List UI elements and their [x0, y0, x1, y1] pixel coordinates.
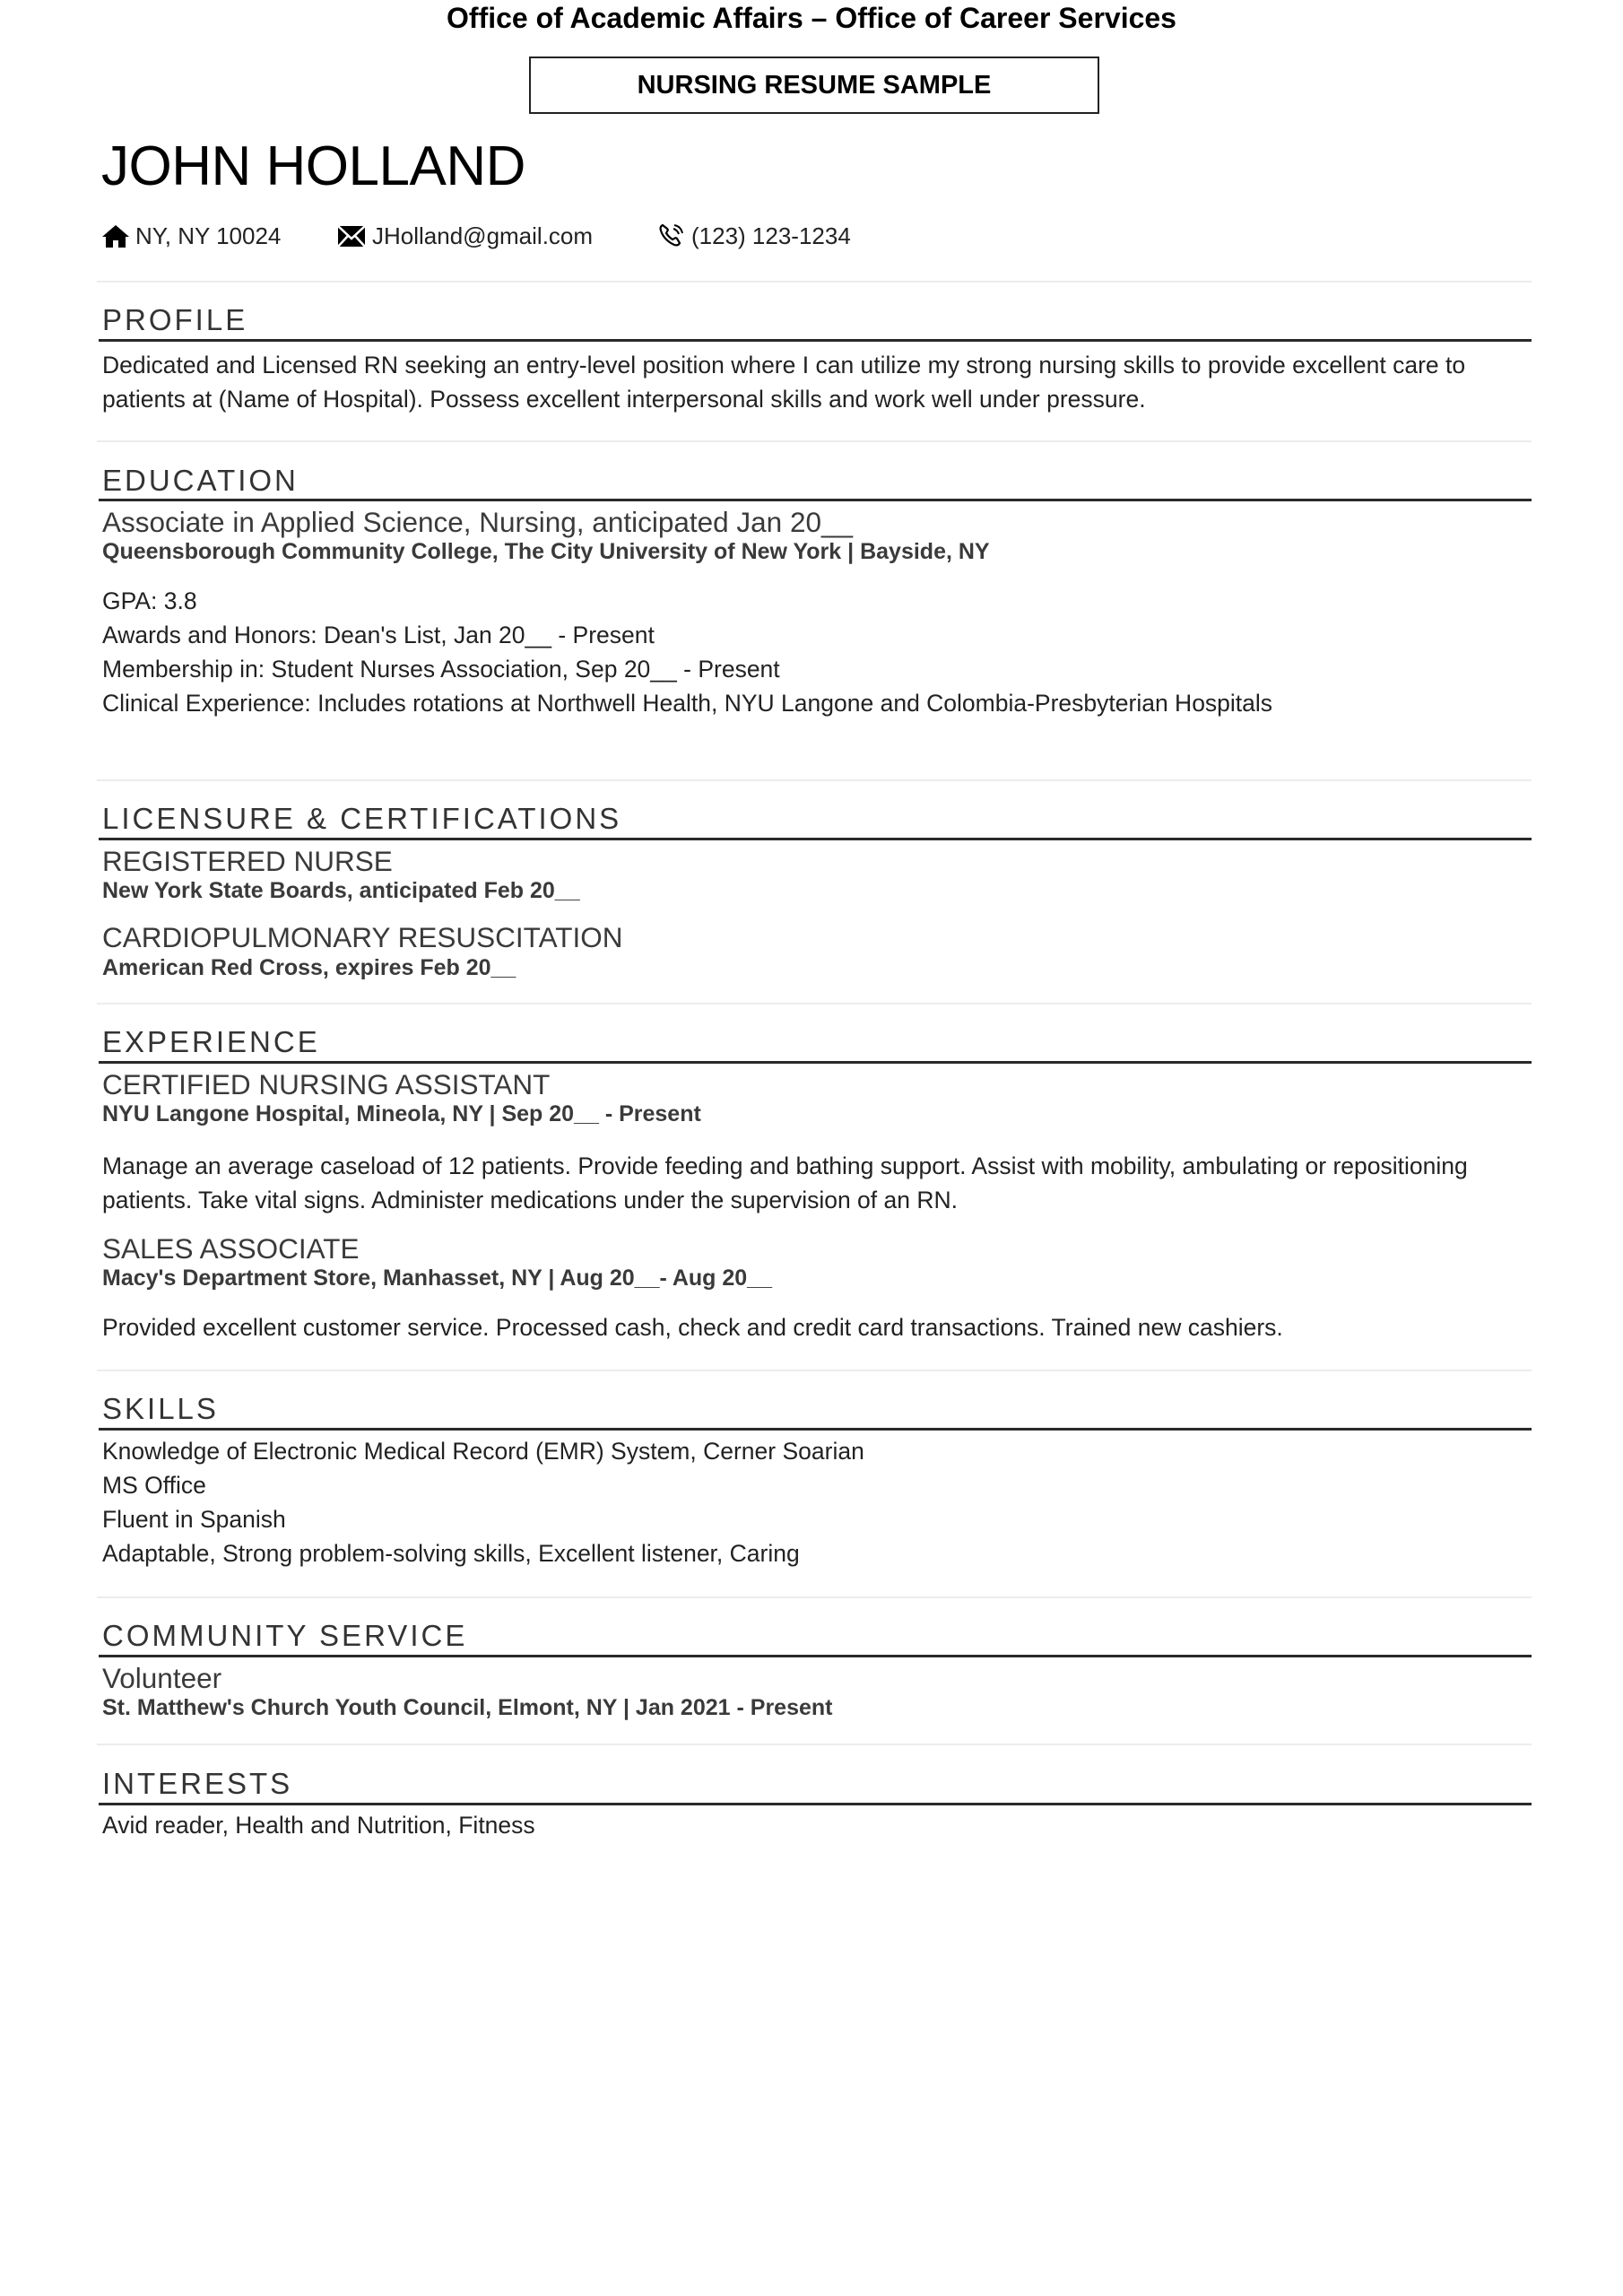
- education-detail-membership: Membership in: Student Nurses Association, Sep 20__ - Present: [102, 656, 780, 683]
- divider: [97, 779, 1532, 781]
- skill-item: Adaptable, Strong problem-solving skills, Excellent listener, Caring: [102, 1540, 800, 1567]
- license-detail: New York State Boards, anticipated Feb 20__: [102, 878, 580, 903]
- sample-label: NURSING RESUME SAMPLE: [637, 70, 992, 100]
- section-title-skills: SKILLS: [102, 1392, 219, 1425]
- education-degree: Associate in Applied Science, Nursing, anticipated Jan 20__: [102, 506, 854, 538]
- divider: [97, 281, 1532, 283]
- job-description: Provided excellent customer service. Processed cash, check and credit card transactions. Trained new cashiers.: [102, 1314, 1283, 1341]
- section-title-profile: PROFILE: [102, 303, 248, 336]
- section-rule: [99, 1061, 1532, 1064]
- location-text: NY, NY 10024: [135, 222, 282, 249]
- divider: [97, 1744, 1532, 1745]
- job-role: CERTIFIED NURSING ASSISTANT: [102, 1068, 551, 1100]
- section-rule: [99, 1655, 1532, 1657]
- education-detail-clinical: Clinical Experience: Includes rotations at Northwell Health, NYU Langone and Colombia-Presbyterian Hospitals: [102, 690, 1273, 717]
- contact-location: [101, 218, 281, 254]
- section-rule: [99, 1428, 1532, 1431]
- job-description: Manage an average caseload of 12 patients. Provide feeding and bathing support. Assist with mobility, ambulating or repositioning patients. Take vital signs. Administer medications under the supervision of an RN.: [102, 1152, 1468, 1213]
- section-rule: [99, 1803, 1532, 1805]
- section-title-interests: INTERESTS: [102, 1767, 293, 1800]
- license-detail: American Red Cross, expires Feb 20__: [102, 955, 516, 980]
- candidate-name: JOHN HOLLAND: [101, 135, 525, 197]
- license-name: CARDIOPULMONARY RESUSCITATION: [102, 921, 623, 953]
- home-icon: [101, 223, 130, 248]
- community-org: St. Matthew's Church Youth Council, Elmont, NY | Jan 2021 - Present: [102, 1695, 833, 1720]
- education-detail-gpa: GPA: 3.8: [102, 587, 197, 614]
- community-role: Volunteer: [102, 1662, 222, 1694]
- phone-icon: [657, 222, 686, 249]
- contact-email: [336, 218, 593, 254]
- phone-text: (123) 123-1234: [691, 222, 851, 249]
- divider: [97, 1596, 1532, 1598]
- contact-phone: [657, 218, 851, 254]
- skill-item: MS Office: [102, 1472, 206, 1499]
- interests-text: Avid reader, Health and Nutrition, Fitness: [102, 1812, 535, 1839]
- education-school: Queensborough Community College, The City University of New York | Bayside, NY: [102, 539, 990, 564]
- sample-label-box: [529, 57, 1099, 114]
- divider: [97, 1003, 1532, 1004]
- skill-item: Knowledge of Electronic Medical Record (EMR) System, Cerner Soarian: [102, 1438, 864, 1465]
- profile-text: Dedicated and Licensed RN seeking an entry-level position where I can utilize my strong nursing skills to provide excellent care to patients at (Name of Hospital). Possess excellent interpersonal skills and work well under pressure.: [102, 352, 1466, 413]
- section-title-community: COMMUNITY SERVICE: [102, 1619, 468, 1652]
- license-name: REGISTERED NURSE: [102, 845, 393, 877]
- divider: [97, 440, 1532, 442]
- section-rule: [99, 339, 1532, 342]
- job-org: Macy's Department Store, Manhasset, NY | Aug 20__- Aug 20__: [102, 1265, 772, 1291]
- email-text: JHolland@gmail.com: [372, 222, 594, 249]
- section-title-experience: EXPERIENCE: [102, 1025, 320, 1058]
- job-org: NYU Langone Hospital, Mineola, NY | Sep 20__ - Present: [102, 1101, 701, 1126]
- education-detail-awards: Awards and Honors: Dean's List, Jan 20__ - Present: [102, 622, 655, 648]
- skill-item: Fluent in Spanish: [102, 1506, 286, 1533]
- section-rule: [99, 499, 1532, 501]
- office-header: Office of Academic Affairs – Office of Career Services: [447, 2, 1176, 34]
- divider: [97, 1370, 1532, 1371]
- section-rule: [99, 838, 1532, 840]
- section-title-licensure: LICENSURE & CERTIFICATIONS: [102, 802, 622, 835]
- envelope-icon: [336, 223, 367, 248]
- section-title-education: EDUCATION: [102, 464, 299, 497]
- job-role: SALES ASSOCIATE: [102, 1232, 360, 1265]
